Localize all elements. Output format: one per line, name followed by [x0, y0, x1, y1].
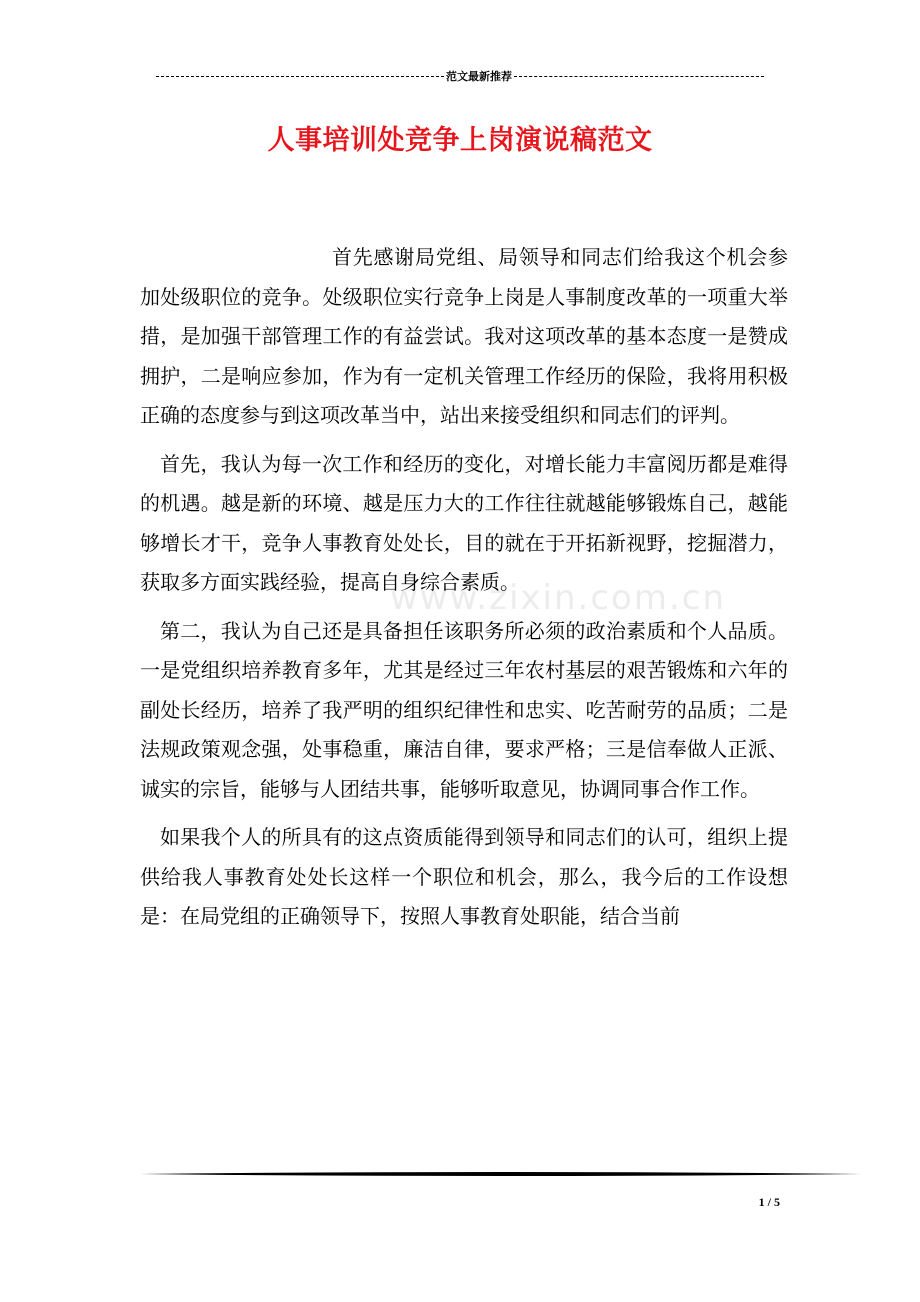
document-body	[140, 238, 788, 937]
header-dash-right	[514, 76, 764, 77]
page-number: 1 / 5	[758, 1195, 780, 1209]
header-dash-left	[156, 76, 444, 77]
paragraph-2: 首先，我认为每一次工作和经历的变化，对增长能力丰富阅历都是难得的机遇。越是新的环境、越是压力大的工作往往就越能够锻炼自己，越能够增长才干，竞争人事教育处处长，目的就在于开拓新视野，挖掘潜力，获取多方面实践经验，提高自身综合素质。	[140, 451, 788, 594]
paragraph-4: 如果我个人的所具有的这点资质能得到领导和同志们的认可，组织上提供给我人事教育处处长这样一个职位和机会，那么，我今后的工作设想是：在局党组的正确领导下，按照人事教育处职能，结合当前	[140, 825, 788, 928]
footer-rule-graphic	[140, 1171, 862, 1177]
document-title: 人事培训处竞争上岗演说稿范文	[267, 125, 653, 156]
watermark: www.zixin.com.cn	[390, 578, 726, 618]
header-label: 范文最新推荐	[446, 70, 512, 83]
paragraph-1: 首先感谢局党组、局领导和同志们给我这个机会参加处级职位的竞争。处级职位实行竞争上岗是人事制度改革的一项重大举措，是加强干部管理工作的有益尝试。我对这项改革的基本态度一是赞成拥护，二是响应参加，作为有一定机关管理工作经历的保险，我将用积极正确的态度参与到这项改革当中，站出来接受组织和同志们的评判。	[140, 245, 788, 427]
header-banner	[140, 68, 780, 84]
paragraph-3: 第二，我认为自己还是具备担任该职务所必须的政治素质和个人品质。一是党组织培养教育多年，尤其是经过三年农村基层的艰苦锻炼和六年的副处长经历，培养了我严明的组织纪律性和忠实、吃苦耐劳的品质；二是法规政策观念强，处事稳重，廉洁自律，要求严格；三是信奉做人正派、诚实的宗旨，能够与人团结共事，能够听取意见，协调同事合作工作。	[140, 618, 788, 801]
footer-rule	[140, 1171, 862, 1177]
